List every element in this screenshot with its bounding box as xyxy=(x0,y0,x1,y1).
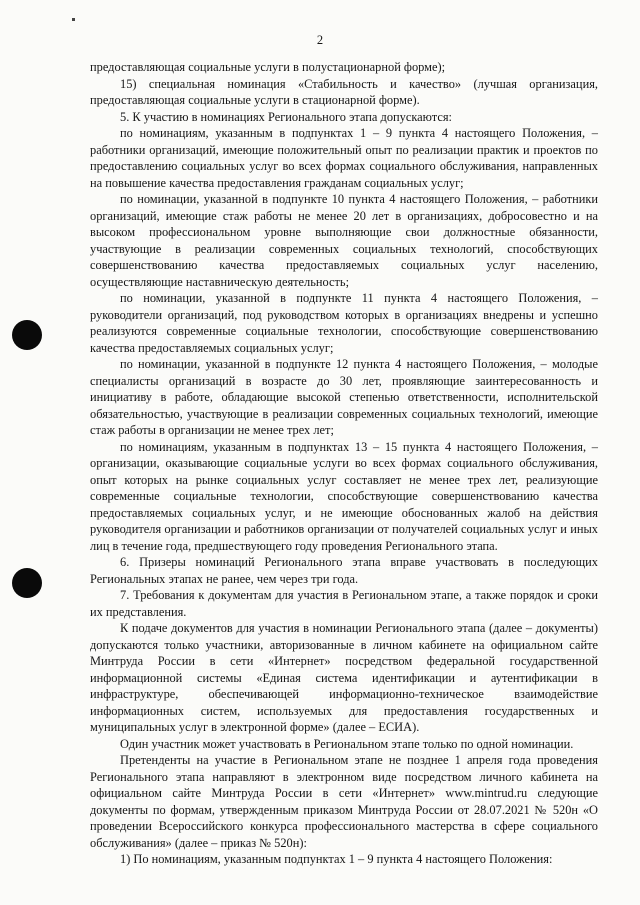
scan-speck xyxy=(72,18,75,21)
paragraph-p2: 15) специальная номинация «Стабильность и качество» (лучшая организация, предоставляющая социальные услуги в стационарной форме). xyxy=(90,76,598,107)
paragraph-p11: К подаче документов для участия в номинации Регионального этапа (далее – документы) допускаются только участники, авторизованные в личном кабинете на официальном сайте Минтруда России в сети «Интернет» посредством федеральной государственной информационной системы «Единая система идентификации и аутентификации в инфраструктуре, обеспечивающей информационно-техническое взаимодействие информационных систем, используемых для предоставления государственных и муниципальных услуг в электронной форме» (далее – ЕСИА). xyxy=(90,621,598,734)
paragraph-p10: 7. Требования к документам для участия в Региональном этапе, а также порядок и сроки их представления. xyxy=(90,588,598,619)
binder-hole-bottom xyxy=(12,568,42,598)
paragraph-p6: по номинации, указанной в подпункте 11 пункта 4 настоящего Положения, – руководители организаций, под руководством которых в организациях внедрены и успешно реализуются современные социальные технологии, способствующие совершенствованию качества предоставляемых социальных услуг; xyxy=(90,291,598,355)
paragraph-p3: 5. К участию в номинациях Регионального этапа допускаются: xyxy=(120,109,452,124)
paragraph-p14: 1) По номинациям, указанным подпунктах 1 – 9 пункта 4 настоящего Положения: xyxy=(120,852,553,866)
page-number: 2 xyxy=(316,33,324,47)
document-body xyxy=(90,59,598,868)
paragraph-p5: по номинации, указанной в подпункте 10 пункта 4 настоящего Положения, – работники организаций, имеющие стаж работы не менее 20 лет в организациях, добросовестно и на высоком профессиональном уровне выполняющие свои должностные обязанности, участвующие в реализации современных социальных технологий, способствующих совершенствованию качества предоставляемых социальных услуг населению, осуществляющие наставническую деятельность; xyxy=(90,192,598,289)
paragraph-p7: по номинации, указанной в подпункте 12 пункта 4 настоящего Положения, – молодые специалисты организаций в возрасте до 30 лет, проявляющие заинтересованность и инициативу в работе, обладающие высокой степенью ответственности, исполнительской обязательностью, участвующие в реализации современных социальных технологий, имеющие стаж работы в организации не менее трех лет; xyxy=(90,357,598,437)
paragraph-p1: предоставляющая социальные услуги в полустационарной форме); xyxy=(90,60,446,74)
paragraph-p4: по номинациям, указанным в подпунктах 1 – 9 пункта 4 настоящего Положения, – работники организаций, имеющие положительный опыт по реализации практик и проектов по предоставлению социальных услуг во всех формах социального обслуживания, направленных на повышение качества предоставления гражданам социальных услуг; xyxy=(90,126,598,190)
paragraph-p9: 6. Призеры номинаций Регионального этапа вправе участвовать в последующих Региональных этапах не ранее, чем через три года. xyxy=(90,555,598,586)
binder-hole-top xyxy=(12,320,42,350)
paragraph-p8: по номинациям, указанным в подпунктах 13 – 15 пункта 4 настоящего Положения, – организации, оказывающие социальные услуги во всех формах социального обслуживания, опыт которых на рынке социальных услуг составляет не менее трех лет, реализующие современные социальные технологии, способствующие совершенствованию качества предоставляемых социальных услуг, и не имеющие обоснованных жалоб на действия руководителя организации и работников организации от получателей социальных услуг и иных лиц в течение года, предшествующего году проведения Регионального этапа. xyxy=(90,439,598,553)
paragraph-p13: Претенденты на участие в Региональном этапе не позднее 1 апреля года проведения Регионального этапа направляют в электронном виде посредством личного кабинета на официальном сайте Минтруда России в сети «Интернет» www.mintrud.ru следующие документы по формам, утвержденным приказом Минтруда России от 28.07.2021 № 520н «О проведении Всероссийского конкурса профессионального мастерства в сфере социального обслуживания» (далее – приказ № 520н): xyxy=(90,753,598,850)
paragraph-p12: Один участник может участвовать в Региональном этапе только по одной номинации. xyxy=(120,736,574,751)
